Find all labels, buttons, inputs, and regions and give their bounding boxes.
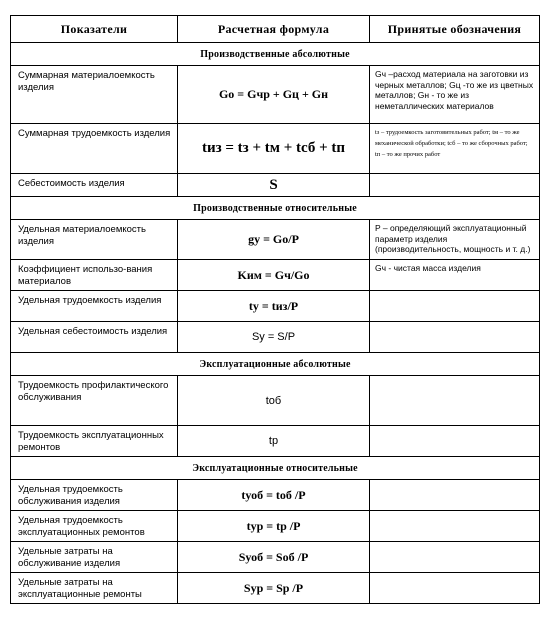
- section-row: [11, 457, 540, 480]
- indicator-name: Удельные затраты на обслуживание изделия: [11, 542, 178, 573]
- formula-text: tур = tр /P: [246, 518, 301, 533]
- table-row: [11, 426, 540, 457]
- indicator-name: Суммарная материалоемкость изделия: [11, 66, 178, 124]
- formula-text: Sур = Sр /P: [243, 580, 304, 595]
- formula-cell: [178, 174, 370, 197]
- notation-cell: [370, 480, 540, 511]
- section-row: [11, 43, 540, 66]
- formula-text: tр: [268, 435, 279, 447]
- formula-text: S: [269, 176, 278, 193]
- col-header-indicators: Показатели: [11, 16, 178, 43]
- notation-cell: P – определяющий эксплуатационный параметр изделия (производительность, мощность и т. д.): [370, 220, 540, 260]
- table-row: [11, 124, 540, 174]
- col-header-notation: Принятые обозначения: [370, 16, 540, 43]
- section-title: Эксплуатационные абсолютные: [11, 353, 540, 376]
- col-header-formula: Расчетная формула: [178, 16, 370, 43]
- indicator-name: Удельная трудоемкость эксплуатационных ремонтов: [11, 511, 178, 542]
- formula-cell: [178, 542, 370, 573]
- formula-text: tуоб = tоб /P: [241, 487, 306, 502]
- formula-text: Sуоб = Sоб /P: [238, 549, 309, 564]
- indicator-name: Себестоимость изделия: [11, 174, 178, 197]
- formula-text: tоб: [265, 394, 282, 407]
- table-row: [11, 322, 540, 353]
- indicator-name: Удельные затраты на эксплуатационные ремонты: [11, 573, 178, 604]
- indicators-table: [10, 15, 540, 604]
- notation-cell: [370, 542, 540, 573]
- indicator-name: Трудоемкость профилактического обслуживания: [11, 376, 178, 426]
- notation-cell: [370, 426, 540, 457]
- section-row: [11, 197, 540, 220]
- section-title: Эксплуатационные относительные: [11, 457, 540, 480]
- indicator-name: Удельная себестоимость изделия: [11, 322, 178, 353]
- indicator-name: Суммарная трудоемкость изделия: [11, 124, 178, 174]
- formula-text: tу = tиз/P: [248, 298, 299, 313]
- table-row: [11, 291, 540, 322]
- formula-text: Sу = S/P: [251, 331, 296, 343]
- table-row: [11, 480, 540, 511]
- notation-cell: [370, 573, 540, 604]
- indicator-name: Удельная трудоемкость обслуживания изделия: [11, 480, 178, 511]
- formula-text: tиз = tз + tм + tсб + tп: [201, 140, 346, 156]
- formula-cell: [178, 124, 370, 174]
- notation-cell: [370, 174, 540, 197]
- notation-cell: [370, 511, 540, 542]
- formula-cell: [178, 426, 370, 457]
- formula-cell: [178, 511, 370, 542]
- notation-cell: [370, 376, 540, 426]
- section-title: Производственные относительные: [11, 197, 540, 220]
- formula-cell: [178, 376, 370, 426]
- header-row: [11, 16, 540, 43]
- formula-cell: [178, 66, 370, 124]
- section-title: Производственные абсолютные: [11, 43, 540, 66]
- formula-cell: [178, 322, 370, 353]
- formula-text: gу = Gо/P: [248, 232, 299, 246]
- indicator-name: Коэффициент использо-вания материалов: [11, 260, 178, 291]
- notation-cell: [370, 322, 540, 353]
- formula-cell: [178, 573, 370, 604]
- notation-cell: Gч - чистая масса изделия: [370, 260, 540, 291]
- table-row: [11, 542, 540, 573]
- formula-cell: [178, 291, 370, 322]
- formula-text: Kим = Gч/Gо: [237, 267, 310, 282]
- indicator-name: Удельная трудоемкость изделия: [11, 291, 178, 322]
- notation-cell: tз – трудоемкость заготовительных работ; tм – то же механической обработки; tсб – то же сборочных работ; tп – то же прочих работ: [370, 124, 540, 174]
- notation-cell: [370, 291, 540, 322]
- formula-text: Gо = Gчр + Gц + Gн: [218, 87, 329, 101]
- indicator-name: Удельная материалоемкость изделия: [11, 220, 178, 260]
- notation-cell: Gч –расход материала на заготовки из черных металлов; Gц -то же из цветных металлов; Gн - то же из неметаллических материалов: [370, 66, 540, 124]
- table-row: [11, 220, 540, 260]
- table-row: [11, 66, 540, 124]
- formula-cell: [178, 480, 370, 511]
- formula-cell: [178, 220, 370, 260]
- table-row: [11, 376, 540, 426]
- formula-cell: [178, 260, 370, 291]
- indicator-name: Трудоемкость эксплуатационных ремонтов: [11, 426, 178, 457]
- table-row: [11, 260, 540, 291]
- section-row: [11, 353, 540, 376]
- table-row: [11, 174, 540, 197]
- table-row: [11, 511, 540, 542]
- table-row: [11, 573, 540, 604]
